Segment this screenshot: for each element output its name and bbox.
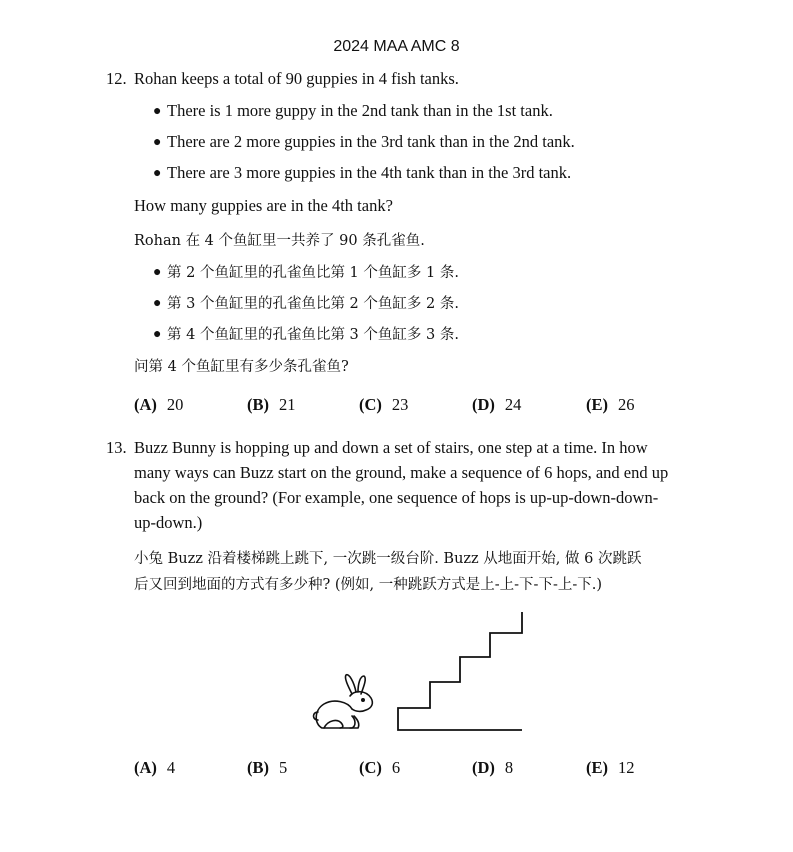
problem-12-choice-b: (B) 21	[247, 395, 296, 414]
problem-13-cn-line-1: 小兔 Buzz 沿着楼梯跳上跳下, 一次跳一级台阶. Buzz 从地面开始, 做 6 次跳跃	[134, 551, 642, 567]
problem-13-line-2: many ways can Buzz start on the ground, make a sequence of 6 hops, and end up	[134, 463, 669, 482]
bullet-icon: ●	[153, 135, 162, 150]
problem-12-bullet-2: There are 2 more guppies in the 3rd tank than in the 2nd tank.	[167, 132, 575, 151]
problem-12-choice-c: (C) 23	[359, 395, 409, 414]
bullet-icon: ●	[153, 327, 162, 342]
problem-12-bullet-3: There are 3 more guppies in the 4th tank than in the 3rd tank.	[167, 163, 572, 182]
bullet-icon: ●	[153, 166, 162, 181]
bullet-icon: ●	[153, 296, 162, 311]
bullet-icon: ●	[153, 265, 162, 280]
problem-12-cn-bullet-1: 第 2 个鱼缸里的孔雀鱼比第 1 个鱼缸多 1 条.	[167, 265, 459, 281]
problem-12-intro: Rohan keeps a total of 90 guppies in 4 fish tanks.	[134, 69, 459, 88]
problem-13-choice-e: (E) 12	[586, 758, 635, 777]
problem-12-bullet-1: There is 1 more guppy in the 2nd tank than in the 1st tank.	[167, 101, 553, 120]
problem-12-choice-a: (A) 20	[134, 395, 184, 414]
problem-13-choice-a: (A) 4	[134, 758, 176, 777]
problem-13-line-1: Buzz Bunny is hopping up and down a set of stairs, one step at a time. In how	[134, 438, 648, 457]
problem-12-cn-intro: Rohan 在 4 个鱼缸里一共养了 90 条孔雀鱼.	[134, 233, 425, 249]
stairs-diagram	[394, 610, 526, 734]
problem-12-choice-e: (E) 26	[586, 395, 635, 414]
page-header: 2024 MAA AMC 8	[333, 38, 460, 55]
problem-12-choice-d: (D) 24	[472, 395, 522, 414]
problem-12-cn-bullet-2: 第 3 个鱼缸里的孔雀鱼比第 2 个鱼缸多 2 条.	[167, 296, 459, 312]
problem-12-cn-question: 问第 4 个鱼缸里有多少条孔雀鱼?	[134, 359, 349, 375]
problem-13-line-3: back on the ground? (For example, one sequence of hops is up-up-down-down-	[134, 488, 659, 507]
problem-13-line-4: up-down.)	[134, 513, 203, 532]
bunny-icon	[308, 672, 382, 734]
problem-13-choice-c: (C) 6	[359, 758, 401, 777]
problem-13-number: 13.	[106, 438, 127, 457]
problem-12-number: 12.	[106, 69, 127, 88]
problem-12-cn-bullet-3: 第 4 个鱼缸里的孔雀鱼比第 3 个鱼缸多 3 条.	[167, 327, 459, 343]
bullet-icon: ●	[153, 104, 162, 119]
problem-13-choice-b: (B) 5	[247, 758, 288, 777]
problem-13-cn-line-2: 后又回到地面的方式有多少种? (例如, 一种跳跃方式是上-上-下-下-上-下.)	[134, 577, 603, 593]
problem-13-choice-d: (D) 8	[472, 758, 514, 777]
problem-12-question: How many guppies are in the 4th tank?	[134, 196, 393, 215]
